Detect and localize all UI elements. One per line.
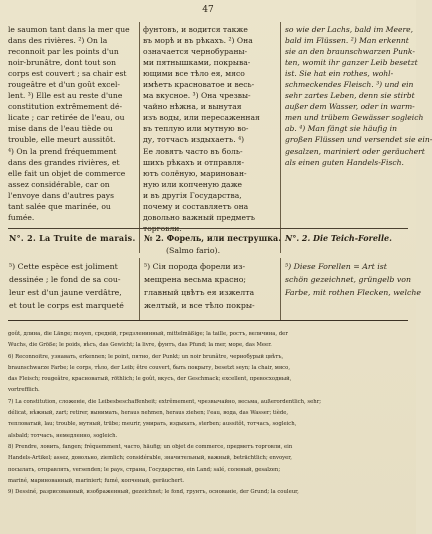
russian-text-line: изъ воды, или пересаженная	[143, 113, 260, 123]
german-text-line: außer dem Wasser, oder in warm-	[285, 102, 415, 112]
french-text-line: noir-brunâtre, dont tout son	[8, 58, 117, 68]
russian-column	[143, 24, 277, 256]
russian-text-line: шихъ рѣкахъ и отправля-	[143, 157, 245, 167]
glossary-line: das Fleisch; rougeâtre, красноватый, röthlich; le goût, вкусъ, der Geschmack; excellent, превосходный,	[8, 376, 292, 383]
french-sub-line: et tout le corps est marqueté	[9, 301, 124, 310]
german-text-line: schmeckendes Fleisch. ³) und ein	[285, 80, 414, 90]
russian-text-line: ду, тотчасъ издыхаетъ. ⁴)	[143, 135, 245, 145]
french-text-line: dans des rivières. ²) On la	[8, 36, 108, 46]
french-text-line: trouble, elle meurt aussitôt.	[8, 135, 116, 145]
russian-text-line: фунтовъ, и водится также	[143, 25, 248, 34]
heading-russian-latin: (Salmo fario).	[166, 246, 221, 255]
french-text-line: elle fait un objet de commerce	[8, 168, 126, 178]
french-sub-line: ⁵) Cette espèce est joliment	[9, 262, 118, 271]
russian-sub-line: мещрена весьма красно;	[144, 275, 247, 284]
russian-text-line: чайно нѣжна, и вынутая	[143, 102, 242, 112]
glossary-line: 8) Prendre, ловить, fangen; fréquemment, часто, häufig; un objet de commerce, предметъ торговли, ein	[8, 443, 293, 450]
column-divider	[280, 258, 281, 320]
french-text-line: lent. ³) Elle est au reste d'une	[8, 91, 123, 101]
french-text-line: ⁴) On la prend fréquemment	[8, 146, 117, 156]
russian-text-line: означается чернобураны-	[143, 47, 248, 57]
german-text-line: ist. Sie hat ein rothes, wohl-	[285, 69, 394, 79]
french-text-line: le saumon tant dans la mer que	[8, 25, 130, 34]
german-text-line: sehr zartes Leben, denn sie stirbt	[285, 91, 415, 101]
french-text-line: dans des grandes rivières, et	[8, 157, 120, 167]
russian-text-line: почему и составляетъ она	[143, 201, 249, 211]
glossary-footnotes	[8, 329, 410, 529]
german-text-line: ab. ⁴) Man fängt sie häufig in	[285, 124, 398, 134]
glossary-line: alsbald; тотчасъ, немедленно, sogleich.	[8, 432, 118, 439]
french-text-line: tant salée que marinée, ou	[8, 201, 111, 211]
russian-text-line: Ее ловятъ часто въ боль-	[143, 146, 243, 156]
russian-text-line: ютъ солёную, маринован-	[143, 168, 247, 178]
heading-german: N°. 2. Die Teich-Forelle.	[285, 233, 392, 243]
german-text-line: men und trübem Gewässer sogleich	[285, 113, 424, 123]
russian-sub-line: желтый, и все тѣло покры-	[144, 301, 255, 310]
glossary-line: 6) Reconnoitre, узнавать, erkennen; le point, пятно, der Punkt; un noir brunâtre, чернобурый цвѣтъ,	[8, 353, 284, 360]
french-text-line: licate ; car retirée de l'eau, ou	[8, 113, 125, 123]
glossary-line: тепловатый, lau; trouble, мутный, trübe; meurir, умирать, издыхать, sterben; aussitôt, тотчасъ, sogleich,	[8, 421, 297, 428]
german-text-line: gesalzen, mariniert oder geräuchert	[285, 146, 425, 156]
french-text-line: rougeâtre et d'un goût excel-	[8, 80, 120, 90]
russian-text-line: ющими все тѣло ея, мясо	[143, 69, 245, 79]
column-divider	[280, 22, 281, 253]
glossary-line: Wuchs, die Größe; le poids, вѣсъ, das Gewicht; la livre, фунтъ, das Pfund; la mer, море, das Meer.	[8, 342, 272, 349]
heading-russian: № 2. Форель, или пеструшка.	[144, 233, 281, 243]
glossary-line: 7) La constitution, сложеніе, die Leibesbeschaffenheit; extrêmement, чрезвычайно, весьма, außerordentlich, sehr;	[8, 398, 322, 405]
glossary-line: 9) Dessiné, разрисованный, изображенный, gezeichnet; le fond, грунтъ, основаніе, der Grund; la couleur,	[8, 489, 299, 496]
russian-text-line: имѣетъ красноватое и весь-	[143, 80, 255, 90]
german-text-line: bald im Flüssen. ²) Man erkennt	[285, 36, 409, 46]
german-sub-line: schön gezeichnet, grüngelb von	[285, 275, 411, 284]
russian-text-line: и въ другія Государства,	[143, 190, 242, 200]
german-column	[285, 24, 432, 256]
french-column	[8, 24, 138, 256]
footnote-rule	[8, 320, 408, 321]
german-sub-line: ⁵) Diese Forellen = Art ist	[285, 262, 387, 271]
russian-text-line: довольно важный предметъ	[143, 212, 255, 222]
section-rule	[8, 228, 408, 229]
glossary-line: vortrefflich.	[8, 387, 40, 394]
french-text-line: assez considérable, car on	[8, 179, 110, 189]
french-text-line: l'envoye dans d'autres pays	[8, 190, 114, 200]
german-text-line: als einen guten Handels-Fisch.	[285, 157, 404, 167]
russian-sub-line: главный цвѣтъ ея изжелта	[144, 288, 255, 297]
russian-text-line: ную или копченую даже	[143, 179, 243, 189]
page-number: 47	[202, 5, 214, 15]
russian-text-line: ма вкусное. ³) Она чрезвы-	[143, 91, 251, 101]
column-divider	[139, 258, 140, 320]
french-text-line: reconnoit par les points d'un	[8, 47, 119, 57]
glossary-line: délicat, нѣжный, zart; retirer, вынимать, heraus nehmen, heraus ziehen; l'eau, вода, das Wasser; tiède,	[8, 410, 289, 417]
german-sub-line: Farbe, mit rothen Flecken, welche	[285, 288, 421, 297]
french-text-line: mise dans de l'eau tiède ou	[8, 124, 113, 134]
russian-text-line: въ морѣ и въ рѣкахъ. ²) Она	[143, 36, 253, 46]
french-text-line: constitution extrêmement dé-	[8, 102, 123, 112]
german-text-line: großen Flüssen und versendet sie ein-	[285, 135, 432, 145]
heading-french: N°. 2. La Truite de marais.	[9, 233, 136, 243]
glossary-line: braunschwarze Farbe; le corps, тѣло, der Leib; être couvert, быть покрыту, besetzt seyn; la chair, мясо,	[8, 364, 291, 371]
glossary-line: Handels-Artikel; assez, довольно, ziemlich; considérable, значительный, важный, beträchtlich; envoyer,	[8, 455, 292, 462]
glossary-line: посылать, отправлять, versenden; le pays, страна, Государство, ein Land; salé, соленый, gesalzen;	[8, 466, 281, 473]
german-text-line: ten, womit ihr ganzer Leib besetzt	[285, 58, 418, 68]
russian-text-line: въ теплую или мутную во-	[143, 124, 249, 134]
german-text-line: so wie der Lachs, bald im Meere,	[285, 25, 413, 34]
russian-text-line: ми пятнышками, покрыва-	[143, 58, 251, 68]
french-text-line: fumée.	[8, 212, 35, 222]
french-text-line: corps est couvert ; sa chair est	[8, 69, 127, 79]
glossary-line: goût, длина, die Länge; moyen, средній, гредзленинный, mittelmäßige; la taille, ростъ, величина, der	[8, 331, 288, 337]
french-sub-line: leur est d'un jaune verdâtre,	[9, 288, 122, 297]
russian-sub-line: ⁵) Сія порода форели из-	[144, 262, 246, 271]
glossary-line: mariné, маринованный, mariniert; fumé, копченый, geräuchert.	[8, 477, 185, 484]
column-divider	[139, 22, 140, 253]
german-text-line: sie an den braunschwarzen Punk-	[285, 47, 415, 57]
french-sub-line: dessinée ; le fond de sa cou-	[9, 275, 121, 284]
